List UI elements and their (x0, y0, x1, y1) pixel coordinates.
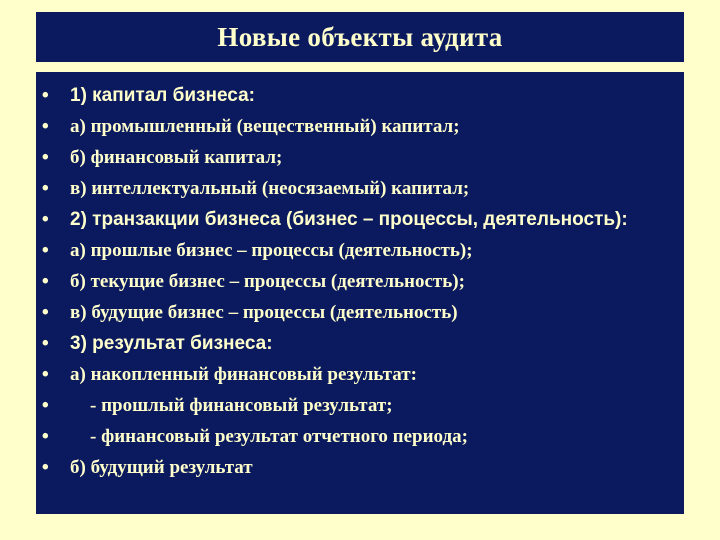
bullet-icon: • (42, 178, 49, 199)
list-item (36, 359, 684, 390)
list-item-text: 1) капитал бизнеса: (70, 85, 255, 106)
list-item (36, 421, 684, 452)
bullet-icon: • (42, 426, 49, 447)
list-item (36, 328, 684, 359)
list-item-text: - финансовый результат отчетного периода; (90, 426, 468, 447)
title-banner (36, 12, 684, 62)
list-item (36, 297, 684, 328)
list-item-text: 3) результат бизнеса: (70, 333, 273, 354)
list-item-text: - прошлый финансовый результат; (90, 395, 393, 416)
list-item-text: а) накопленный финансовый результат: (70, 364, 417, 385)
list-item (36, 173, 684, 204)
list-item (36, 204, 684, 235)
content-panel (36, 72, 684, 514)
list-item (36, 142, 684, 173)
list-item-text: а) прошлые бизнес – процессы (деятельность); (70, 240, 473, 261)
list-item (36, 390, 684, 421)
list-item (36, 111, 684, 142)
list-item (36, 235, 684, 266)
list-item-text: б) финансовый капитал; (70, 147, 283, 168)
list-item-text: в) интеллектуальный (неосязаемый) капитал; (70, 178, 470, 199)
list-item (36, 80, 684, 111)
bullet-icon: • (42, 333, 49, 354)
list-item-text: в) будущие бизнес – процессы (деятельность) (70, 302, 458, 323)
list-item-text: 2) транзакции бизнеса (бизнес – процессы, деятельность): (70, 209, 628, 230)
bullet-icon: • (42, 395, 49, 416)
list-item-text: б) текущие бизнес – процессы (деятельность); (70, 271, 465, 292)
list-item-text: а) промышленный (вещественный) капитал; (70, 116, 460, 137)
list-item (36, 452, 684, 483)
bullet-icon: • (42, 364, 49, 385)
bullet-icon: • (42, 457, 49, 478)
slide-title: Новые объекты аудита (217, 21, 503, 52)
bullet-icon: • (42, 209, 49, 230)
bullet-list (36, 80, 684, 483)
bullet-icon: • (42, 147, 49, 168)
bullet-icon: • (42, 240, 49, 261)
list-item-text: б) будущий результат (70, 457, 253, 478)
bullet-icon: • (42, 271, 49, 292)
bullet-icon: • (42, 302, 49, 323)
bullet-icon: • (42, 85, 49, 106)
list-item (36, 266, 684, 297)
bullet-icon: • (42, 116, 49, 137)
